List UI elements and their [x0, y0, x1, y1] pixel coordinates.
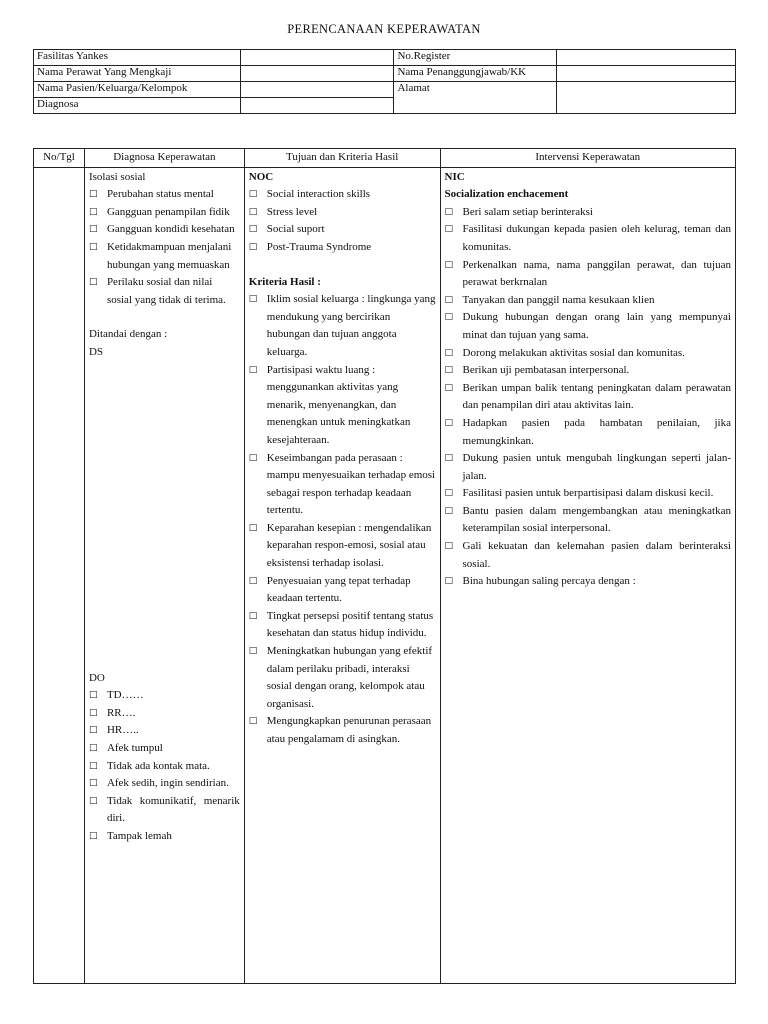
checklist-item: [249, 204, 436, 222]
checkbox-icon[interactable]: □: [88, 241, 98, 252]
checklist-item: [249, 573, 436, 608]
cell-diagnosa[interactable]: [84, 167, 244, 983]
checklist-item-text: Beri salam setiap berinteraksi: [462, 205, 593, 218]
checklist-item: [445, 538, 731, 573]
intervensi-list: [445, 204, 731, 591]
checklist-item-text: Meningkatkan hubungan yang efektif dalam perilaku pribadi, interaksi sosial dengan orang, kelompok atau organisasi.: [266, 645, 433, 710]
cell-no-tgl[interactable]: [34, 167, 85, 983]
checklist-item-text: Social suport: [266, 223, 325, 236]
checkbox-icon[interactable]: □: [444, 312, 454, 323]
do-list: [89, 687, 240, 845]
col-header-no-tgl: No/Tgl: [34, 149, 85, 168]
checklist-item: [89, 828, 240, 846]
checkbox-icon[interactable]: □: [248, 522, 258, 533]
checklist-item: [249, 713, 436, 748]
checkbox-icon[interactable]: □: [444, 347, 454, 358]
col-header-intervensi: Intervensi Keperawatan: [440, 149, 735, 168]
checklist-item: [445, 362, 731, 380]
cell-intervensi[interactable]: [440, 167, 735, 983]
checklist-item: [445, 573, 731, 591]
ditandai-label: Ditandai dengan :: [88, 328, 168, 341]
checklist-item-text: Penyesuaian yang tepat terhadap keadaan tertentu.: [266, 574, 411, 605]
label-pasien: Nama Pasien/Keluarga/Kelompok: [34, 82, 241, 98]
checkbox-icon[interactable]: □: [88, 778, 98, 789]
checklist-item-text: Dukung hubungan dengan orang lain yang mempunyai minat dan tujuan yang sama.: [462, 311, 731, 341]
label-perawat: Nama Perawat Yang Mengkaji: [34, 66, 241, 82]
checkbox-icon[interactable]: □: [444, 541, 454, 552]
checkbox-icon[interactable]: □: [88, 277, 98, 288]
checklist-item-text: HR…..: [106, 724, 139, 737]
checklist-item: [249, 362, 436, 450]
checklist-item: [445, 380, 731, 415]
checklist-item: [249, 221, 436, 239]
checkbox-icon[interactable]: □: [248, 716, 258, 727]
checkbox-icon[interactable]: □: [88, 189, 98, 200]
checklist-item: [249, 186, 436, 204]
col-header-tujuan: Tujuan dan Kriteria Hasil: [244, 149, 440, 168]
checkbox-icon[interactable]: □: [88, 742, 98, 753]
checklist-item-text: Tingkat persepsi positif tentang status kesehatan dan status hidup individu.: [266, 609, 434, 640]
checklist-item-text: RR….: [106, 706, 136, 719]
checklist-item: [89, 740, 240, 758]
checkbox-icon[interactable]: □: [88, 707, 98, 718]
checklist-item-text: Ketidakmampuan menjalani hubungan yang memuaskan: [106, 240, 232, 271]
checklist-item-text: TD……: [106, 689, 144, 702]
col-header-diagnosa: Diagnosa Keperawatan: [84, 149, 244, 168]
checklist-item: [445, 450, 731, 485]
noc-list: [249, 186, 436, 256]
checklist-item: [249, 239, 436, 257]
field-fasilitas[interactable]: [240, 50, 394, 66]
checklist-item: [445, 503, 731, 538]
checkbox-icon[interactable]: □: [248, 189, 258, 200]
checkbox-icon[interactable]: □: [444, 576, 454, 587]
checkbox-icon[interactable]: □: [88, 725, 98, 736]
checklist-item: [249, 608, 436, 643]
checklist-item: [445, 257, 731, 292]
checkbox-icon[interactable]: □: [444, 365, 454, 376]
checklist-item-text: Afek sedih, ingin sendirian.: [106, 777, 229, 790]
checkbox-icon[interactable]: □: [248, 294, 258, 305]
checkbox-icon[interactable]: □: [248, 241, 258, 252]
cell-tujuan[interactable]: [244, 167, 440, 983]
checklist-item: [445, 221, 731, 256]
checklist-item-text: Bina hubungan saling percaya dengan :: [462, 575, 636, 588]
nic-label: NIC: [444, 170, 465, 183]
checklist-item: [445, 309, 731, 344]
checkbox-icon[interactable]: □: [444, 488, 454, 499]
checkbox-icon[interactable]: □: [88, 830, 98, 841]
checklist-item-text: Berikan uji pembatasan interpersonal.: [462, 364, 630, 377]
checklist-item-text: Perilaku sosial dan nilai sosial yang tidak di terima.: [106, 276, 226, 306]
checklist-item-text: Fasilitasi pasien untuk berpartisipasi dalam diskusi kecil.: [462, 487, 714, 500]
checklist-item-text: Perkenalkan nama, nama panggilan perawat, dan tujuan perawat berkrnalan: [462, 258, 731, 289]
header-info-table: [33, 49, 736, 114]
kriteria-list: [249, 291, 436, 748]
checklist-item-text: Tidak ada kontak mata.: [106, 759, 210, 772]
label-alamat: Alamat: [394, 82, 557, 114]
checklist-item: [89, 239, 240, 274]
checkbox-icon[interactable]: □: [248, 206, 258, 217]
checklist-item: [445, 292, 731, 310]
noc-label: NOC: [248, 170, 274, 183]
kriteria-label: Kriteria Hasil :: [248, 275, 321, 288]
label-diagnosa: Diagnosa: [34, 98, 241, 114]
checklist-item: [89, 722, 240, 740]
checkbox-icon[interactable]: □: [444, 294, 454, 305]
checkbox-icon[interactable]: □: [444, 453, 454, 464]
checklist-item: [445, 345, 731, 363]
checkbox-icon[interactable]: □: [88, 224, 98, 235]
checklist-item: [445, 415, 731, 450]
label-no-register: No.Register: [394, 50, 557, 66]
field-pasien[interactable]: [240, 82, 394, 98]
checkbox-icon[interactable]: □: [248, 646, 258, 657]
checklist-item: [249, 450, 436, 520]
field-perawat[interactable]: [240, 66, 394, 82]
checklist-item-text: Mengungkapkan penurunan perasaan atau pengalamam di asingkan.: [266, 715, 432, 745]
field-penanggung[interactable]: [557, 66, 736, 82]
checklist-item-text: Afek tumpul: [106, 741, 163, 754]
checklist-item-text: Keparahan kesepian : mengendalikan keparahan respon-emosi, sosial atau eksistensi terhadap isolasi.: [266, 521, 432, 570]
checklist-item-text: Hadapkan pasien pada hambatan penilaian, jika memungkinkan.: [462, 416, 731, 447]
checklist-item-text: Bantu pasien dalam mengembangkan atau meningkatkan keterampilan sosial interpersonal.: [462, 504, 731, 535]
checklist-item-text: Tidak komunikatif, menarik diri.: [106, 794, 240, 825]
checkbox-icon[interactable]: □: [248, 575, 258, 586]
checklist-item-text: Post-Trauma Syndrome: [266, 240, 372, 253]
checklist-item-text: Gali kekuatan dan kelemahan pasien dalam berinteraksi sosial.: [462, 540, 731, 570]
do-label: DO: [88, 671, 105, 684]
checklist-item: [89, 204, 240, 222]
checkbox-icon[interactable]: □: [444, 259, 454, 270]
diagnosa-header: Isolasi sosial: [88, 170, 146, 183]
checkbox-icon[interactable]: □: [88, 795, 98, 806]
checklist-item: [89, 186, 240, 204]
checklist-item: [89, 221, 240, 239]
field-alamat[interactable]: [557, 82, 736, 114]
checklist-item: [89, 705, 240, 723]
checklist-item-text: Berikan umpan balik tentang peningkatan dalam perawatan dan penampilan diri atau aktivitas lain.: [462, 381, 731, 412]
checklist-item-text: Perubahan status mental: [106, 188, 214, 201]
checklist-item-text: Stress level: [266, 205, 318, 218]
checklist-item-text: Fasilitasi dukungan kepada pasien oleh kelurag, teman dan komunitas.: [462, 223, 731, 253]
checklist-item-text: Iklim sosial keluarga : lingkunga yang mendukung yang bercirikan hubungan dan tujuan anggota keluarga.: [266, 293, 436, 358]
checklist-item: [89, 775, 240, 793]
checklist-item-text: Gangguan penampilan fidik: [106, 205, 230, 218]
checkbox-icon[interactable]: □: [248, 224, 258, 235]
checklist-item: [249, 291, 436, 361]
checklist-item-text: Keseimbangan pada perasaan : mampu menyesuaikan terhadap emosi sebagai respon terhadap keadaan tertentu.: [266, 451, 436, 517]
checklist-item: [249, 643, 436, 713]
label-fasilitas: Fasilitas Yankes: [34, 50, 241, 66]
checklist-item-text: Dorong melakukan aktivitas sosial dan komunitas.: [462, 346, 685, 359]
care-plan-table: [33, 148, 736, 984]
checklist-item-text: Partisipasi waktu luang : menggunankan aktivitas yang menarik, menyenangkan, dan menengkan untuk meningkatkan kesejahteraan.: [266, 363, 411, 446]
checkbox-icon[interactable]: □: [88, 760, 98, 771]
checklist-item: [89, 758, 240, 776]
field-diagnosa[interactable]: [240, 98, 394, 114]
checkbox-icon[interactable]: □: [248, 610, 258, 621]
field-no-register[interactable]: [557, 50, 736, 66]
checklist-item-text: Tampak lemah: [106, 829, 172, 842]
checklist-item-text: Dukung pasien untuk mengubah lingkungan seperti jalan-jalan.: [462, 452, 731, 482]
checklist-item: [89, 274, 240, 309]
checklist-item: [89, 793, 240, 828]
checkbox-icon[interactable]: □: [88, 206, 98, 217]
checklist-item-text: Gangguan kondidi kesehatan: [106, 223, 235, 236]
checkbox-icon[interactable]: □: [248, 452, 258, 463]
checkbox-icon[interactable]: □: [444, 224, 454, 235]
checklist-item: [445, 204, 731, 222]
checkbox-icon[interactable]: □: [444, 505, 454, 516]
checkbox-icon[interactable]: □: [248, 364, 258, 375]
diagnosa-list: [89, 186, 240, 309]
ds-label: DS: [88, 345, 103, 358]
checkbox-icon[interactable]: □: [88, 690, 98, 701]
checklist-item: [445, 485, 731, 503]
checkbox-icon[interactable]: □: [444, 382, 454, 393]
label-penanggung: Nama Penanggungjawab/KK: [394, 66, 557, 82]
checklist-item: [249, 520, 436, 573]
nic-subtitle: Socialization enchacement: [444, 188, 569, 201]
checkbox-icon[interactable]: □: [444, 206, 454, 217]
checklist-item: [89, 687, 240, 705]
checklist-item-text: Tanyakan dan panggil nama kesukaan klien: [462, 293, 655, 306]
page-title: PERENCANAAN KEPERAWATAN: [287, 22, 481, 36]
checkbox-icon[interactable]: □: [444, 417, 454, 428]
checklist-item-text: Social interaction skills: [266, 188, 371, 201]
